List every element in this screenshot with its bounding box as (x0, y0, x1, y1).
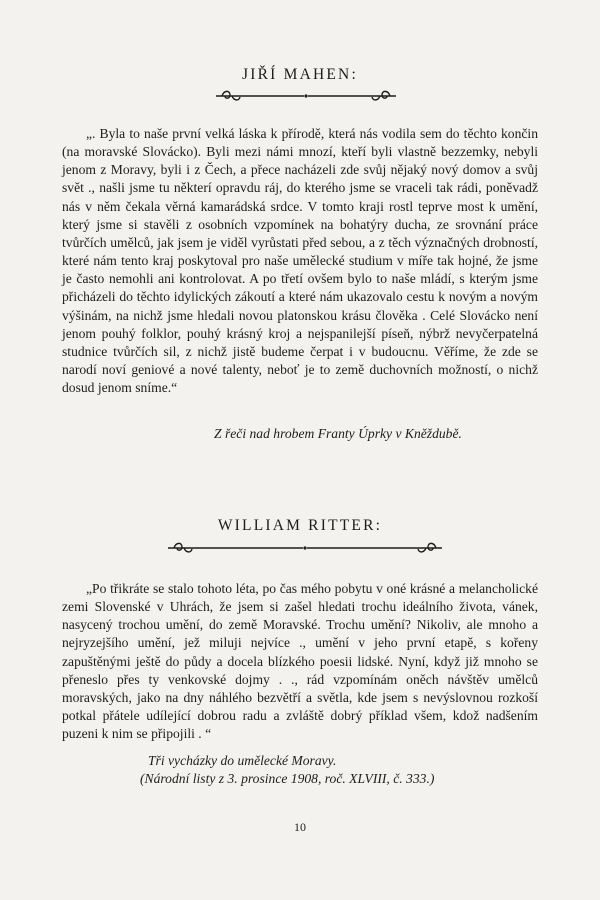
section-heading-ritter: WILLIAM RITTER: (217, 517, 383, 534)
attribution-source: (Národní listy z 3. prosince 1908, roč. XLVIII, č. 333.) (140, 771, 435, 786)
attribution-title: Tři vycházky do umělecké Moravy. (148, 753, 337, 768)
attribution-line: Z řeči nad hrobem Franty Úprky v Kněždubě. (214, 426, 462, 441)
attribution-ritter (140, 752, 434, 788)
quote-paragraph: „. Byla to naše první velká láska k přírodě, která nás vodila sem do těchto končin (na moravské Slovácko). Byli mezi námi mnozí, kteří byli vlastně bezzemky, nebyli jenom z Moravy, byli i z Čech, a přece nacházeli zde svůj nějaký nový domov a svůj svět ., našli jsme tu některí opravdu ráj, do kterého jsme se vraceli tak rádi, poněvadž nás v něm čekala věrná kamarádská srdce. V tomto kraji rostl teprve most k umění, který jsme si stavěli z osobních vzpomínek na bohatýry ducha, ze srovnání práce tvůrčích umělců, jak jsem je viděl vyrůstati před sebou, a z těch význačných drobností, které nám tento kraj poskytoval pro naše umělecké studium v míře tak hojné, že jsme je často nemohli ani kontrolovat. A po třetí ovšem bylo to naše mládí, s kterým jsme přicházeli do těchto idylických zákoutí a které nám ukazovalo cestu k novým a novým výšinám, na nichž jsme hledali novou platonskou krásu člověka . Celé Slovácko není jenom pouhý folklor, pouhý krásný kroj a nejspanilejší píseň, nýbrž nevyčerpatelná studnice tvůrčích sil, z nichž jistě budeme čerpat i v budoucnu. Věříme, že zde se narodí noví geniové a nové talenty, neboť je to země duchovních možností, o nichž dosud jenom sníme.“ (62, 126, 538, 396)
scroll-ornament-icon (208, 86, 404, 104)
quote-mahen (62, 125, 538, 397)
quote-paragraph: „Po třikráte se stalo tohoto léta, po čas mého pobytu v oné krásné a melancholické zemi Slovenské v Uhrách, že jsem si zašel hledati trochu ideálního života, vánek, nasycený trochou umění, do země Moravské. Trochu umění? Nikoliv, ale mnoho a nejryzejšího umění, jež miluji nejvíce ., umění v jeho první etapě, s kořeny zapuštěnými ještě do půdy a docela blízkého poesii lidské. Nyní, když již mnoho se přeneslo přes ty venkovské dojmy . ., rád vzpomínám oněch návštěv umělců moravských, jako na dny náhlého bezvětří a světla, kde jsem s nevýslovnou rozkoší potkal přátele udílející dobrou radu a zvláště dobrý příklad všem, kdož nadšením puzeni k nim se připojili . “ (62, 581, 538, 742)
page-number: 10 (294, 820, 306, 834)
section-heading-mahen: JIŘÍ MAHEN: (242, 66, 358, 83)
attribution-mahen (214, 425, 462, 443)
quote-ritter (62, 580, 538, 743)
scroll-ornament-icon (160, 538, 450, 556)
